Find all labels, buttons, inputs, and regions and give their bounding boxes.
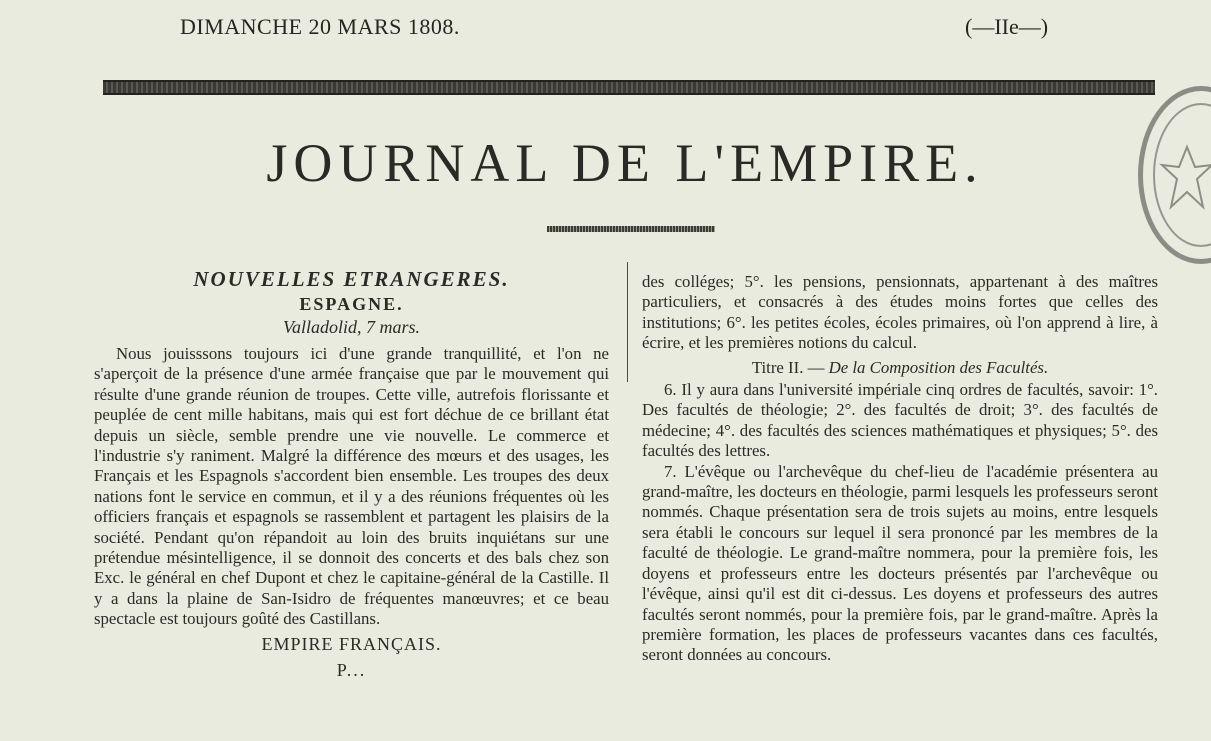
right-column	[642, 272, 1158, 666]
header-rule	[103, 80, 1155, 95]
left-column	[94, 266, 609, 681]
country-heading: ESPAGNE.	[299, 294, 404, 314]
masthead-title: JOURNAL DE L'EMPIRE.	[266, 133, 984, 193]
next-section-heading: EMPIRE FRANÇAIS.	[261, 633, 442, 654]
titre-label: Titre II. —	[751, 357, 825, 377]
titre-text: De la Composition des Facultés.	[828, 357, 1049, 377]
article-6: 6. Il y aura dans l'université impériale cinq ordres de facultés, savoir: 1°. Des facultés de théologie; 2°. des facultés de droit; 3°. des facultés de médecine; 4°. des facultés des sciences mathématiques et physiques; 5°. des facultés des lettres.	[642, 380, 1158, 461]
article-continuation: des colléges; 5°. les pensions, pensionnats, appartenant à des maîtres particuliers, et consacrés à des études moins fortes que celles des institutions; 6°. les petites écoles, écoles primaires, où l'on apprend à lire, à écrire, et les premières notions du calcul.	[642, 272, 1158, 353]
article-paragraph: Nous jouisssons toujours ici d'une grande tranquillité, et l'on ne s'aperçoit de la présence d'une armée française que par le mouvement qui résulte d'une grande réunion de troupes. Cette ville, autrefois florissante et peuplée de cent mille habitans, mais qui est fort déchue de ce brillant état depuis un siècle, semble prendre une vie nouvelle. Le commerce et l'industrie s'y raniment. Malgré la différence des mœurs et des usages, les Français et les Espagnols s'accordent bien ensemble. Les troupes des deux nations font le service en commun, et il y a des réunions fréquentes où les officiers français et espagnols se rassemblent et partagent les plaisirs de la société. Pendant qu'on répandoit au loin des bruits inquiétans sur une prétendue mésintelligence, il se donnoit des concerts et des bals chez son Exc. le général en chef Dupont et chez le capitaine-général de la Castille. Il y a dans la plaine de San-Isidro de fréquentes manœuvres; et ce beau spectacle est toujours goûté des Castillans.	[94, 344, 609, 629]
column-divider	[627, 262, 628, 382]
issue-number: (—IIe—)	[965, 14, 1049, 39]
article-7: 7. L'évêque ou l'archevêque du chef-lieu de l'académie présentera au grand-maître, les docteurs en théologie, parmi lesquels les professeurs seront nommés. Chaque présentation sera de trois sujets au moins, entre lesquels sera établi le concours sur lequel il sera prononcé par les membres de la faculté de théologie. Le grand-maître nommera, pour la première fois, les doyens et professeurs entre les docteurs présentés par l'archevêque ou l'évêque, ainsi qu'il est dit ci-dessus. Les doyens et professeurs des autres facultés seront nommés, pour la première fois, par le grand-maître. Après la première formation, les places de professeurs vacantes dans ces facultés, seront données au concours.	[642, 461, 1158, 665]
library-stamp	[1138, 86, 1211, 264]
article-dateline: Valladolid, 7 mars.	[282, 317, 420, 337]
eagle-icon	[1157, 137, 1211, 217]
section-heading: NOUVELLES ETRANGERES.	[193, 267, 510, 291]
title-ornament	[547, 226, 715, 232]
cut-line: P...	[336, 660, 367, 681]
titre-heading	[642, 358, 1158, 378]
issue-date: DIMANCHE 20 MARS 1808.	[180, 14, 460, 39]
